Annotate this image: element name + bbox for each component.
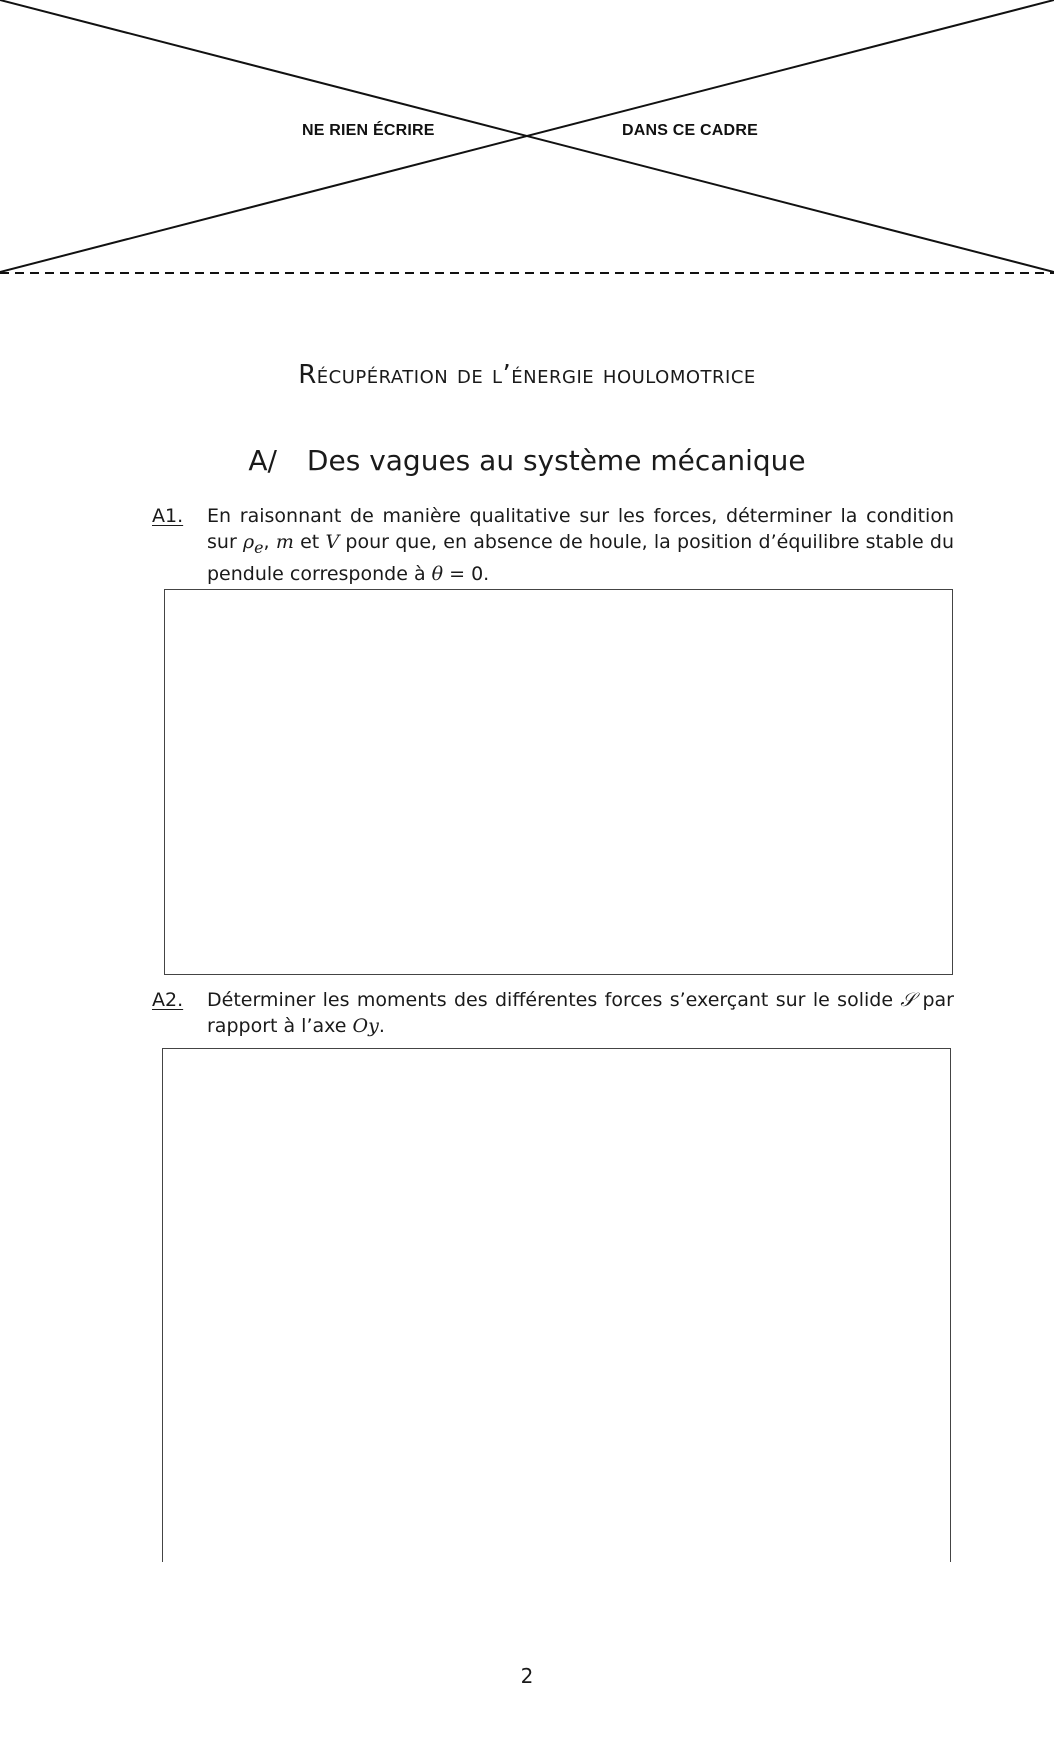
math-v: V <box>325 531 340 553</box>
question-number: A1. <box>152 505 184 527</box>
document-title: Récupération de l’énergie houlomotrice <box>298 360 756 390</box>
frame-label-left: NE RIEN ÉCRIRE <box>302 122 435 139</box>
question-number: A2. <box>152 989 184 1011</box>
question-text-part: , <box>263 531 276 553</box>
question-text-part: Déterminer les moments des différentes forces s’exerçant sur le solide <box>207 989 901 1011</box>
question-a1 <box>152 503 954 587</box>
question-text-part: = 0. <box>443 562 490 585</box>
math-subscript-e: e <box>254 537 264 557</box>
section-title: Des vagues au système mécanique <box>306 444 806 477</box>
question-text-part: . <box>378 1015 385 1037</box>
math-axis-oy: Oy <box>352 1015 379 1037</box>
question-text <box>207 503 954 587</box>
math-rho: ρ <box>243 531 255 553</box>
crossed-frame-lines <box>0 0 1054 280</box>
question-text <box>207 987 954 1039</box>
section-number: A/ <box>248 444 277 477</box>
question-text-part: par rapport à l’axe <box>207 989 954 1037</box>
question-text-part: et <box>293 531 326 553</box>
question-a2 <box>152 987 954 1039</box>
math-m: m <box>275 531 294 553</box>
frame-label-right: DANS CE CADRE <box>622 122 758 139</box>
do-not-write-frame <box>0 0 1054 280</box>
section-heading <box>0 444 1054 477</box>
math-theta: θ <box>431 562 444 585</box>
math-solid-s: 𝒮 <box>900 989 916 1011</box>
question-text-part: pour que, en absence de houle, la position d’équilibre stable du pendule corresponde à <box>207 531 954 585</box>
answer-box-a1[interactable] <box>164 589 953 975</box>
answer-box-a2[interactable] <box>162 1048 951 1562</box>
question-text-part: En raisonnant de manière qualitative sur les forces, déterminer la condition sur <box>207 505 954 553</box>
page-number: 2 <box>520 1664 534 1688</box>
